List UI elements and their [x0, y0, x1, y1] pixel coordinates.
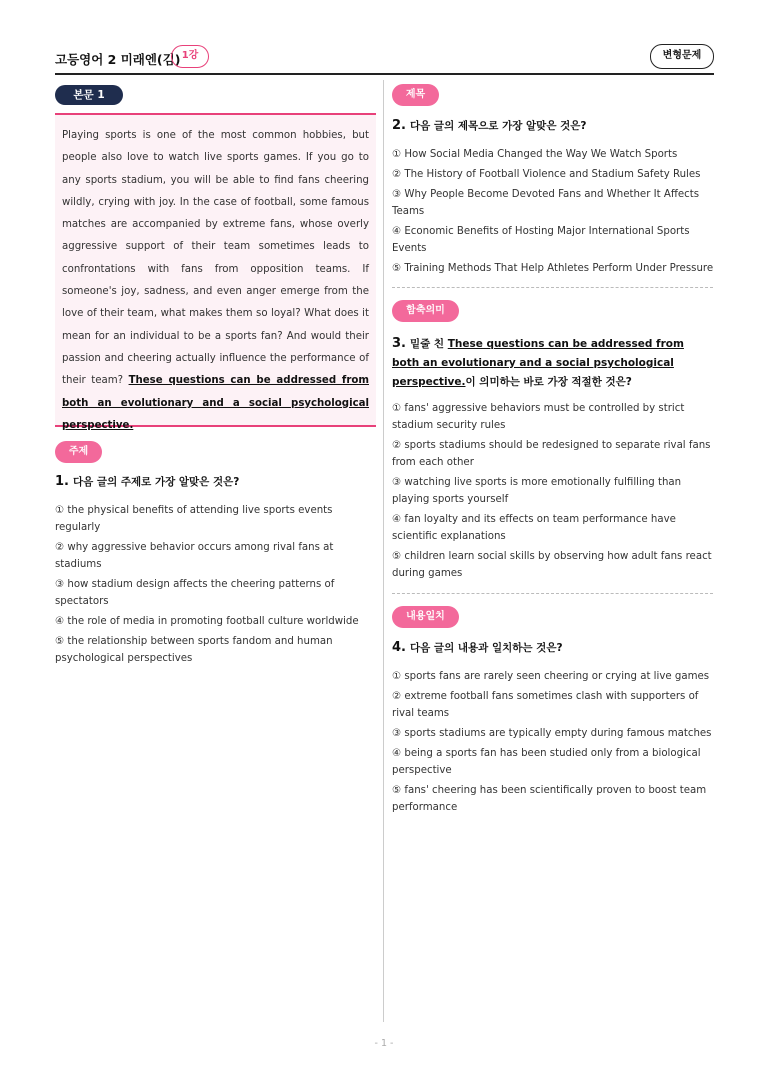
option[interactable]: ① the physical benefits of attending live sports events regularly — [55, 505, 333, 533]
question-type-badge: 변형문제 — [650, 44, 714, 69]
page-number: - 1 - — [374, 1038, 394, 1049]
question-2-title — [392, 116, 713, 136]
question-1-options — [55, 502, 378, 670]
passage-highlight: These questions can be addressed from both an evolutionary and a social psychological perspective. — [62, 375, 369, 431]
option[interactable]: ① How Social Media Changed the Way We Watch Sports — [392, 149, 678, 160]
question-2-number: 2. — [392, 118, 406, 133]
question-3-title — [392, 334, 714, 392]
page-header — [55, 44, 714, 74]
option[interactable]: ④ being a sports fan has been studied only from a biological perspective — [392, 748, 701, 776]
passage-body: Playing sports is one of the most common hobbies, but people also love to watch live sports games. If you go to any sports stadium, you will be able to find fans cheering wildly, crying with joy. In the case of football, some famous matches are accompanied by extreme fans, whose overly aggressive support of their team sometimes leads to confrontations with fans from opposition teams. If someone's joy, sadness, and even anger emerge from the love of their team, what makes them so loyal? What does it mean for an individual to be a sports fan? And would their passion and cheering actually influence the performance of their team? — [62, 130, 369, 387]
option[interactable]: ① fans' aggressive behaviors must be controlled by strict stadium security rules — [392, 403, 685, 431]
option[interactable]: ② why aggressive behavior occurs among rival fans at stadiums — [55, 542, 334, 570]
tag-title: 제목 — [392, 84, 439, 106]
question-1-text: 다음 글의 주제로 가장 알맞은 것은? — [72, 476, 240, 488]
question-4-text: 다음 글의 내용과 일치하는 것은? — [409, 642, 563, 654]
question-3-prefix: 밑줄 친 — [409, 338, 448, 350]
question-3-suffix: 이 의미하는 바로 가장 적절한 것은? — [465, 376, 632, 388]
question-4-options — [392, 668, 714, 819]
column-divider — [383, 80, 384, 1022]
question-3-number: 3. — [392, 336, 406, 351]
option[interactable]: ① sports fans are rarely seen cheering or crying at live games — [392, 671, 710, 682]
section-divider — [392, 593, 713, 594]
option[interactable]: ③ Why People Become Devoted Fans and Whether It Affects Teams — [392, 189, 700, 217]
option[interactable]: ③ watching live sports is more emotionally fulfilling than playing sports yourself — [392, 477, 682, 505]
option[interactable]: ③ how stadium design affects the cheering patterns of spectators — [55, 579, 335, 607]
option[interactable]: ⑤ Training Methods That Help Athletes Perform Under Pressure — [392, 263, 714, 274]
question-1-number: 1. — [55, 474, 69, 489]
option[interactable]: ④ Economic Benefits of Hosting Major International Sports Events — [392, 226, 690, 254]
tag-content-match: 내용일치 — [392, 606, 459, 628]
option[interactable]: ④ fan loyalty and its effects on team performance have scientific explanations — [392, 514, 676, 542]
option[interactable]: ⑤ children learn social skills by observing how adult fans react during games — [392, 551, 712, 579]
option[interactable]: ④ the role of media in promoting football culture worldwide — [55, 616, 359, 627]
question-1-title — [55, 472, 376, 492]
option[interactable]: ⑤ fans' cheering has been scientifically proven to boost team performance — [392, 785, 707, 813]
question-4-number: 4. — [392, 640, 406, 655]
option[interactable]: ③ sports stadiums are typically empty during famous matches — [392, 728, 712, 739]
option[interactable]: ② The History of Football Violence and Stadium Safety Rules — [392, 169, 701, 180]
passage-text — [62, 125, 369, 437]
question-3-underlined: These questions can be addressed from both an evolutionary and a social psychological perspective. — [392, 338, 684, 388]
passage-box — [55, 113, 376, 431]
option[interactable]: ② extreme football fans sometimes clash with supporters of rival teams — [392, 691, 699, 719]
question-4-title — [392, 638, 713, 658]
question-3-options — [392, 400, 714, 585]
header-divider — [55, 73, 714, 75]
section-divider — [392, 287, 713, 288]
tag-topic: 주제 — [55, 441, 102, 463]
question-2-options — [392, 146, 714, 280]
question-2-text: 다음 글의 제목으로 가장 알맞은 것은? — [409, 120, 587, 132]
option[interactable]: ② sports stadiums should be redesigned to separate rival fans from each other — [392, 440, 711, 468]
lesson-badge: 1강 — [171, 45, 209, 68]
option[interactable]: ⑤ the relationship between sports fandom and human psychological perspectives — [55, 636, 333, 664]
textbook-title: 고등영어 2 미래엔(김) — [55, 52, 181, 67]
passage-label: 본문 1 — [55, 85, 123, 105]
tag-implication: 함축의미 — [392, 300, 459, 322]
